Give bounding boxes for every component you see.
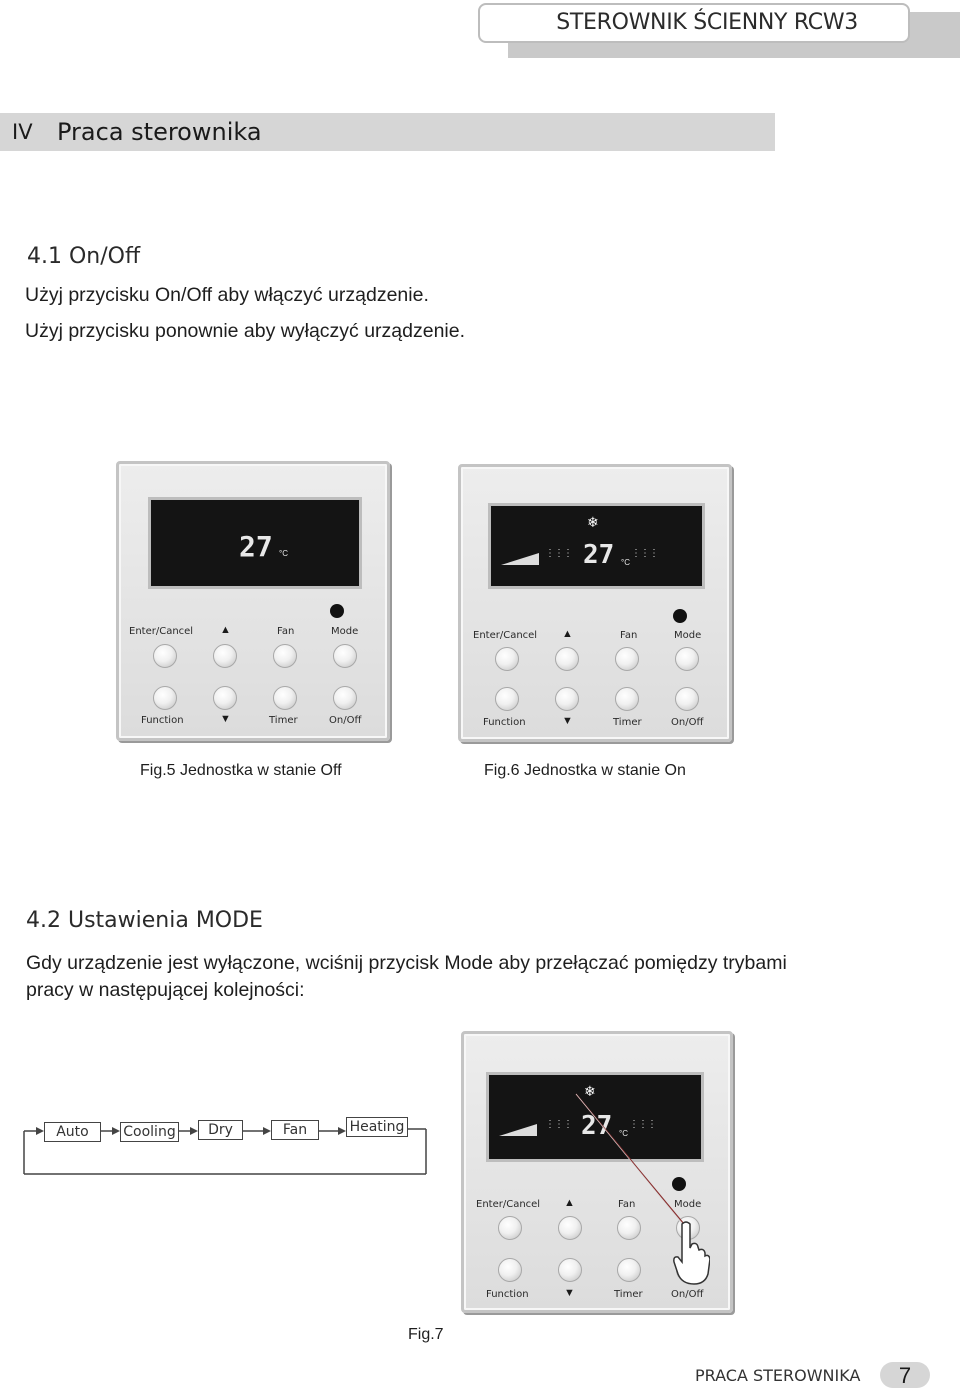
down-arrow-icon: ▼ <box>564 1287 575 1299</box>
function-label: Function <box>483 717 526 728</box>
paragraph-line: pracy w następującej kolejności: <box>26 979 305 1001</box>
remote-on-figure <box>458 464 732 742</box>
figure-caption: Fig.7 <box>408 1326 444 1343</box>
fan-label: Fan <box>618 1199 636 1210</box>
fan-label: Fan <box>620 630 638 641</box>
fan-button[interactable] <box>273 644 297 668</box>
mode-dry-box: Dry <box>198 1120 243 1140</box>
enter-cancel-label: Enter/Cancel <box>473 630 538 641</box>
mode-fan-box: Fan <box>271 1120 319 1140</box>
louver-left-icon: ⋮⋮⋮ <box>545 1119 572 1130</box>
section-title: Praca sterownika <box>57 118 262 146</box>
document-title: STEROWNIK ŚCIENNY RCW3 <box>556 10 858 35</box>
mode-auto-box: Auto <box>44 1122 101 1142</box>
down-arrow-icon: ▼ <box>562 715 573 727</box>
timer-button[interactable] <box>615 687 639 711</box>
power-indicator-led <box>330 604 344 618</box>
snowflake-icon: ❄ <box>587 514 599 530</box>
enter-cancel-button[interactable] <box>495 647 519 671</box>
temperature-digits: 27 <box>583 540 615 570</box>
louver-right-icon: ⋮⋮⋮ <box>629 1119 656 1130</box>
temperature-unit: °C <box>279 549 288 558</box>
mode-label: Mode <box>674 1199 702 1210</box>
temperature-digits: 27 <box>581 1111 613 1141</box>
paragraph-line: Gdy urządzenie jest wyłączone, wciśnij przycisk Mode aby przełączać pomiędzy trybami <box>26 952 787 974</box>
paragraph-line: Użyj przycisku On/Off aby włączyć urządzenie. <box>25 284 429 306</box>
snowflake-icon: ❄ <box>584 1083 596 1099</box>
fan-speed-icon <box>501 552 541 566</box>
on-off-button[interactable] <box>333 686 357 710</box>
down-button[interactable] <box>213 686 237 710</box>
footer-section-name: PRACA STEROWNIKA <box>695 1366 861 1385</box>
mode-button[interactable] <box>333 644 357 668</box>
up-button[interactable] <box>555 647 579 671</box>
up-arrow-icon: ▲ <box>220 624 231 636</box>
fan-button[interactable] <box>615 647 639 671</box>
mode-label: Mode <box>674 630 702 641</box>
enter-cancel-label: Enter/Cancel <box>129 626 194 637</box>
on-off-button[interactable] <box>675 687 699 711</box>
power-indicator-led <box>673 609 687 623</box>
hand-pointer-icon <box>670 1220 710 1286</box>
timer-label: Timer <box>269 715 298 726</box>
up-arrow-icon: ▲ <box>564 1197 575 1209</box>
louver-left-icon: ⋮⋮⋮ <box>545 548 572 559</box>
remote-off-figure <box>116 461 390 741</box>
enter-cancel-button[interactable] <box>153 644 177 668</box>
figure-caption: Fig.6 Jednostka w stanie On <box>484 762 686 779</box>
mode-heating-box: Heating <box>346 1117 408 1137</box>
temperature-unit: °C <box>621 558 630 567</box>
section-number: IV <box>12 120 33 144</box>
mode-label: Mode <box>331 626 359 637</box>
mode-cooling-box: Cooling <box>120 1122 179 1142</box>
function-label: Function <box>486 1289 529 1300</box>
on-off-label: On/Off <box>671 717 704 728</box>
down-button[interactable] <box>555 687 579 711</box>
timer-label: Timer <box>613 717 642 728</box>
down-arrow-icon: ▼ <box>220 713 231 725</box>
timer-label: Timer <box>614 1289 643 1300</box>
louver-right-icon: ⋮⋮⋮ <box>631 548 658 559</box>
up-arrow-icon: ▲ <box>562 628 573 640</box>
lcd-display <box>148 497 362 589</box>
function-button[interactable] <box>495 687 519 711</box>
on-off-label: On/Off <box>671 1289 704 1300</box>
subsection-heading-4-2: 4.2 Ustawienia MODE <box>26 908 263 933</box>
temperature-digits: 27 <box>239 530 273 563</box>
lcd-display <box>488 503 705 589</box>
paragraph-line: Użyj przycisku ponownie aby wyłączyć urządzenie. <box>25 320 466 342</box>
mode-button[interactable] <box>675 647 699 671</box>
fan-label: Fan <box>277 626 295 637</box>
timer-button[interactable] <box>273 686 297 710</box>
temperature-unit: °C <box>619 1129 628 1138</box>
enter-cancel-label: Enter/Cancel <box>476 1199 541 1210</box>
function-button[interactable] <box>153 686 177 710</box>
on-off-label: On/Off <box>329 715 362 726</box>
remote-mode-figure <box>461 1031 733 1313</box>
function-label: Function <box>141 715 184 726</box>
page-number: 7 <box>898 1363 912 1388</box>
up-button[interactable] <box>213 644 237 668</box>
figure-caption: Fig.5 Jednostka w stanie Off <box>140 762 342 779</box>
subsection-heading-4-1: 4.1 On/Off <box>27 244 141 269</box>
